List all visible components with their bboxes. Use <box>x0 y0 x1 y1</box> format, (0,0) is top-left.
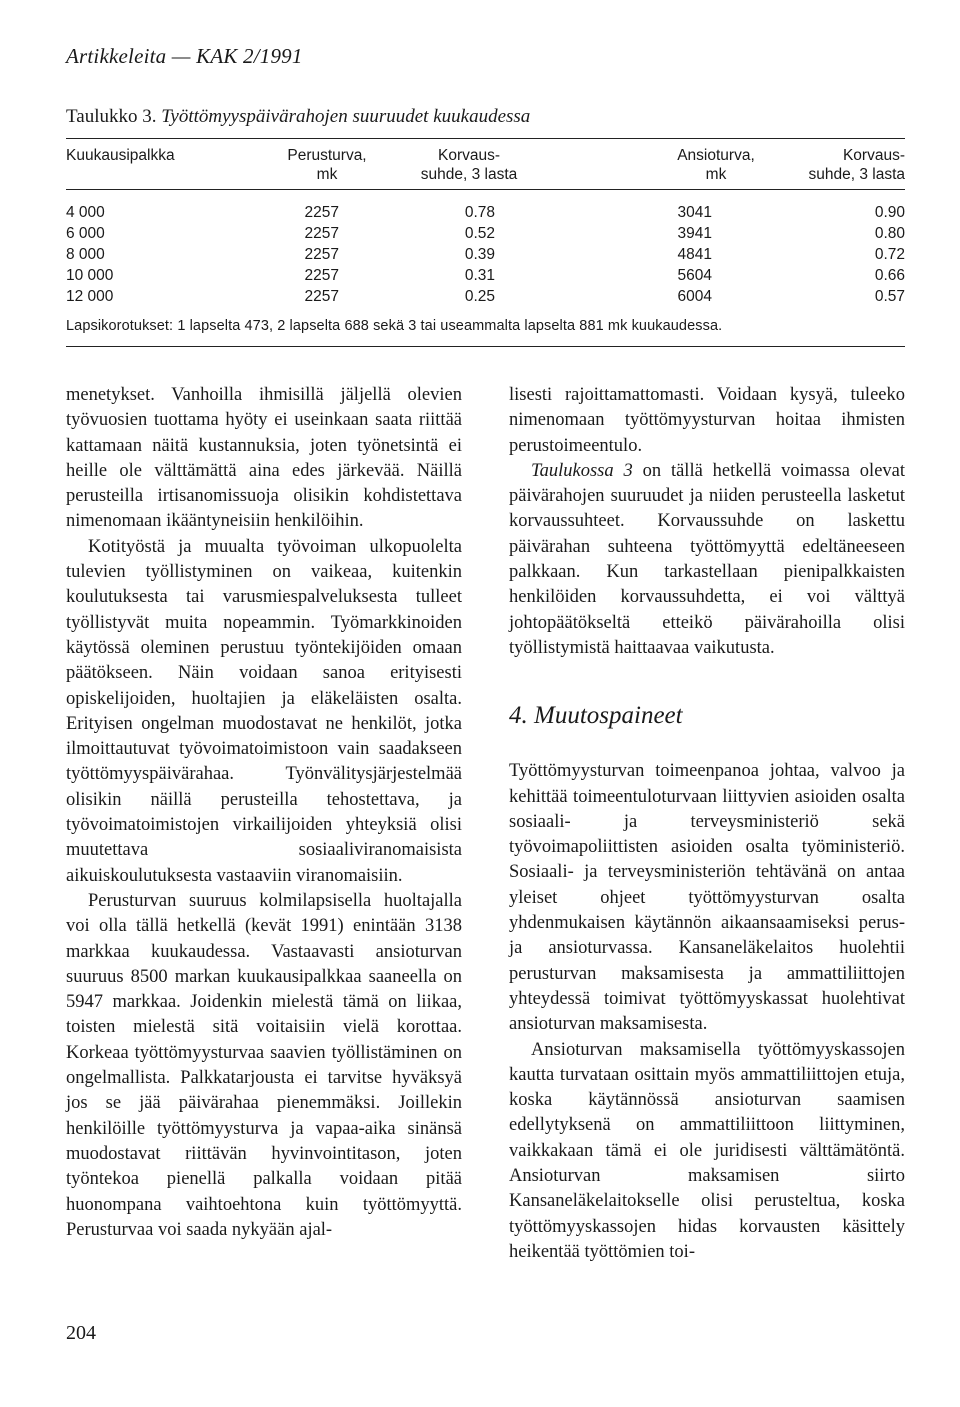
table-row <box>66 244 905 265</box>
cell-basic: 2257 <box>304 204 339 221</box>
cell-salary: 12 000 <box>66 288 114 305</box>
cell-ratio-basic: 0.25 <box>464 288 495 305</box>
header-earnings-related: Ansioturva, mk <box>677 147 755 183</box>
table-bottom-rule <box>66 346 905 347</box>
table-header-rule <box>66 189 905 190</box>
cell-ratio-basic: 0.78 <box>464 204 495 221</box>
table-caption <box>66 106 530 128</box>
cell-basic: 2257 <box>304 288 339 305</box>
table-row <box>66 202 905 223</box>
cell-ratio-earnings: 0.57 <box>874 288 905 305</box>
section-heading: 4. Muutospaineet <box>509 702 683 730</box>
cell-earnings: 6004 <box>677 288 712 305</box>
table-reference: Taulukossa 3 <box>531 460 633 481</box>
paragraph: Ansioturvan maksamisella työttömyyskassojen kautta turvataan osittain myös ammattiliittojen etuja, koska käytännössä ansioturvan saamisen edellytyksenä on ammattiliittoon liittyminen, vaikkakaan tämä ei ole juridisesti välttämätöntä. Ansioturvan maksamisen siirto Kansaneläkelaitokselle olisi perusteltua, koska työttömyyskassojen hidas korvausten käsittely heikentää työttömien toi- <box>509 1039 905 1262</box>
cell-salary: 4 000 <box>66 204 105 221</box>
header-replacement-ratio-earnings: Korvaus- suhde, 3 lasta <box>808 147 905 183</box>
table-row <box>66 286 905 307</box>
right-column <box>509 383 905 1265</box>
paragraph-text: on tällä hetkellä voimassa olevat päivärahojen suuruudet ja niiden perusteella lasketut korvaussuhteet. Korvaussuhde on laskettu päivärahan suhteena työttömyyttä edeltäneeseen palkkaan. Kun tarkastellaan pienipalkkaisten henkilöiden korvaussuhdetta, ei voi välttyä johtopäätökseltä etteikö päivärahoilla olisi työllistymistä haittaavaa vaikutusta. <box>509 460 906 658</box>
cell-ratio-basic: 0.31 <box>464 267 495 284</box>
table-note: Lapsikorotukset: 1 lapselta 473, 2 lapselta 688 sekä 3 tai useammalta lapselta 881 mk kuukaudessa. <box>66 318 723 334</box>
running-head: Artikkeleita — KAK 2/1991 <box>66 44 303 68</box>
table-caption-label: Taulukko 3. <box>66 106 157 127</box>
cell-basic: 2257 <box>304 225 339 242</box>
table-row <box>66 223 905 244</box>
paragraph: lisesti rajoittamattomasti. Voidaan kysyä, tuleeko nimenomaan työttömyysturvan hoitaa ihmisten perustoimeentulo. <box>509 385 905 456</box>
table-row <box>66 265 905 286</box>
cell-basic: 2257 <box>304 267 339 284</box>
cell-ratio-basic: 0.39 <box>464 246 495 263</box>
cell-earnings: 5604 <box>677 267 712 284</box>
cell-salary: 6 000 <box>66 225 105 242</box>
cell-salary: 8 000 <box>66 246 105 263</box>
paragraph: Kotityöstä ja muualta työvoiman ulkopuolelta tulevien työllistyminen on vaikeaa, kuitenkin koulutuksesta tai varusmiespalveluksesta tulleet työllistyvät muita nopeammin. Työmarkkinoiden käytössä oleminen perustuu työntekijöiden omaan päätökseen. Näin voidaan sanoa erityisesti opiskelijoiden, huoltajien ja eläkeläisten osalta. Erityisen ongelman muodostavat ne henkilöt, jotka ilmoittautuvat työvoimatoimistoon vain saadakseen työttömyyspäivärahaa. Työnvälitysjärjestelmää olisikin näillä perusteilla tehostettava, ja työvoimatoimistojen virkailijoiden yhteyksiä olisi muutettava sosiaaliviranomaisista aikuiskoulutuksesta vastaaviin viranomaisiin. <box>66 536 462 886</box>
header-monthly-salary: Kuukausipalkka <box>66 147 175 164</box>
paragraph: Perusturvan suuruus kolmilapsisella huoltajalla voi olla tällä hetkellä (kevät 1991) enintään 3138 markkaa kuukaudessa. Vastaavasti ansioturvan suuruus 8500 markan kuukausipalkkaa saaneella on 5947 markkaa. Joidenkin mielestä tämä on liikaa, toisten mielestä sitä voitaisiin vielä korottaa. Korkeaa työttömyysturvaa saavien työllistäminen on ongelmallista. Palkkatarjousta ei tarvitse hyväksyä jos se jää päivärahaa pienemmäksi. Joillekin henkilöille työttömyysturva ja vapaa-aika sinänsä muodostavat riittävän hyvinvointitason, joten työntekoa pienellä palkalla voidaan pitää huonompana vaihtoehtona kuin työttömyyttä. Perusturvaa voi saada nykyään ajal- <box>66 890 462 1240</box>
cell-earnings: 4841 <box>677 246 712 263</box>
table-top-rule <box>66 138 905 139</box>
cell-ratio-earnings: 0.90 <box>874 204 905 221</box>
header-basic-allowance: Perusturva, mk <box>287 147 367 183</box>
paragraph <box>509 459 905 661</box>
cell-earnings: 3041 <box>677 204 712 221</box>
paragraph: menetykset. Vanhoilla ihmisillä jäljellä olevien työvuosien tuottama hyöty ei useinkaan saata riittää kattamaan näitä kustannuksia, joten työnetsintä ei heille ole välttämättä aina edes järkevää. Näillä perusteilla irtisanomissuoja olisikin kohdistettava nimenomaan ikääntyneisiin henkilöihin. <box>66 385 462 532</box>
page-number: 204 <box>66 1322 96 1344</box>
header-replacement-ratio-basic: Korvaus- suhde, 3 lasta <box>420 147 518 183</box>
cell-salary: 10 000 <box>66 267 114 284</box>
cell-basic: 2257 <box>304 246 339 263</box>
left-column <box>66 383 462 1243</box>
table-caption-title: Työttömyyspäivärahojen suuruudet kuukaudessa <box>161 106 531 127</box>
paragraph: Työttömyysturvan toimeenpanoa johtaa, valvoo ja kehittää toimeentuloturvaan liittyvien asioiden osalta sosiaali- ja terveysministeriö sekä työvoimapoliittisten asioiden osalta työministeriö. Sosiaali- ja terveysministeriön tehtävänä on antaa yleiset ohjeet työttömyysturvan osalta yhdenmukaisen käytännön aikaansaamiseksi perus- ja ansioturvassa. Kansaneläkelaitos huolehtii perusturvan maksamisesta ja ammattiliittojen yhteydessä toimivat työttömyyskassat huolehtivat ansioturvan maksamisesta. <box>509 761 905 1035</box>
cell-ratio-earnings: 0.72 <box>874 246 905 263</box>
cell-ratio-earnings: 0.80 <box>874 225 905 242</box>
cell-ratio-earnings: 0.66 <box>874 267 905 284</box>
cell-earnings: 3941 <box>677 225 712 242</box>
cell-ratio-basic: 0.52 <box>464 225 495 242</box>
